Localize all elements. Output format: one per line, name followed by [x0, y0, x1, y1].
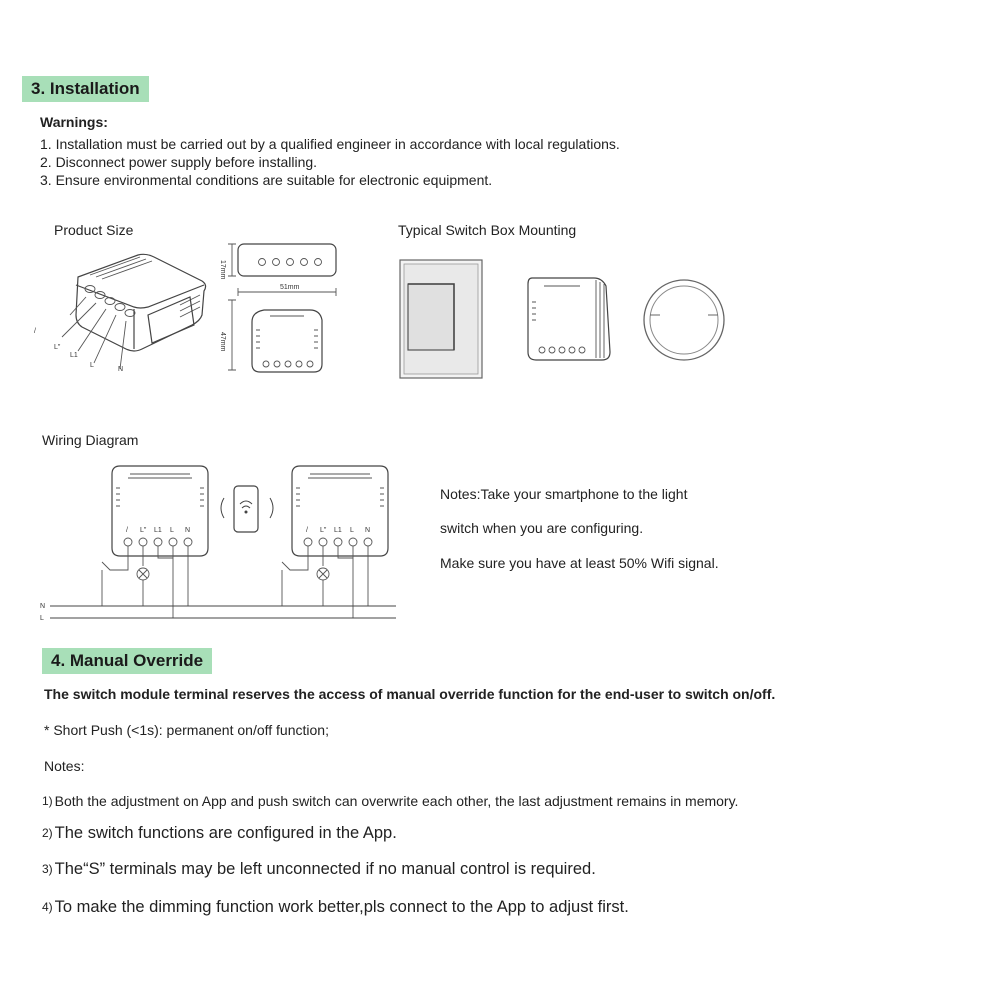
- warning-item: 3. Ensure environmental conditions are suitable for electronic equipment.: [40, 172, 493, 188]
- wall-switch-plate: [398, 258, 488, 383]
- notes-title: Notes:: [44, 758, 85, 774]
- override-note: [42, 793, 738, 809]
- terminal-label: L: [90, 362, 94, 369]
- terminal-label: L": [320, 527, 327, 534]
- product-side-view: [219, 240, 352, 380]
- terminal-label: /: [126, 527, 128, 534]
- terminal-label: L1: [154, 527, 162, 534]
- line-label-n: N: [40, 603, 46, 610]
- override-note: [42, 860, 596, 879]
- mounting-label: Typical Switch Box Mounting: [398, 222, 577, 238]
- note-number: 1): [42, 794, 53, 808]
- terminal-label: L": [140, 527, 147, 534]
- terminal-label: N: [365, 527, 371, 534]
- manual-override-intro: The switch module terminal reserves the access of manual override function for the end-user to switch on/off.: [44, 686, 776, 702]
- wiring-note: Notes:Take your smartphone to the light: [440, 486, 688, 502]
- terminal-label: L: [350, 527, 354, 534]
- installation-heading: 3. Installation: [22, 76, 149, 102]
- wiring-diagram-title: Wiring Diagram: [42, 432, 139, 448]
- override-note: [42, 824, 397, 843]
- note-number: 2): [42, 826, 53, 840]
- terminal-label: /: [306, 527, 308, 534]
- terminal-label: L": [54, 344, 61, 351]
- terminal-label: /: [34, 328, 36, 335]
- terminal-label: N: [118, 366, 124, 373]
- product-size-label: Product Size: [54, 222, 134, 238]
- terminal-label: L1: [70, 352, 78, 359]
- wiring-note: Make sure you have at least 50% Wifi signal.: [440, 555, 719, 571]
- warnings-title: Warnings:: [40, 114, 108, 130]
- terminal-label: N: [185, 527, 191, 534]
- dim-depth: 47mm: [219, 332, 226, 352]
- manual-override-heading: 4. Manual Override: [42, 648, 212, 674]
- dim-width: 51mm: [280, 284, 300, 291]
- terminal-label: L1: [334, 527, 342, 534]
- module-mounting-view: [524, 272, 616, 364]
- dim-height: 17mm: [219, 260, 226, 280]
- warning-item: 1. Installation must be carried out by a qualified engineer in accordance with local regulations.: [40, 136, 620, 152]
- note-number: 4): [42, 900, 53, 914]
- override-note: [42, 898, 629, 917]
- note-number: 3): [42, 862, 53, 876]
- switch-box-ring: [640, 275, 730, 365]
- note-text: The switch functions are configured in the App.: [54, 824, 397, 842]
- product-isometric-drawing: [30, 245, 210, 375]
- terminal-label: L: [170, 527, 174, 534]
- note-text: Both the adjustment on App and push switch can overwrite each other, the last adjustment remains in memory.: [54, 793, 739, 809]
- wiring-diagram: [40, 458, 400, 628]
- line-label-l: L: [40, 615, 44, 622]
- short-push-text: * Short Push (<1s): permanent on/off function;: [44, 722, 329, 738]
- wiring-note: switch when you are configuring.: [440, 520, 644, 536]
- warning-item: 2. Disconnect power supply before installing.: [40, 154, 318, 170]
- note-text: The“S” terminals may be left unconnected if no manual control is required.: [54, 860, 596, 878]
- note-text: To make the dimming function work better,pls connect to the App to adjust first.: [54, 898, 629, 916]
